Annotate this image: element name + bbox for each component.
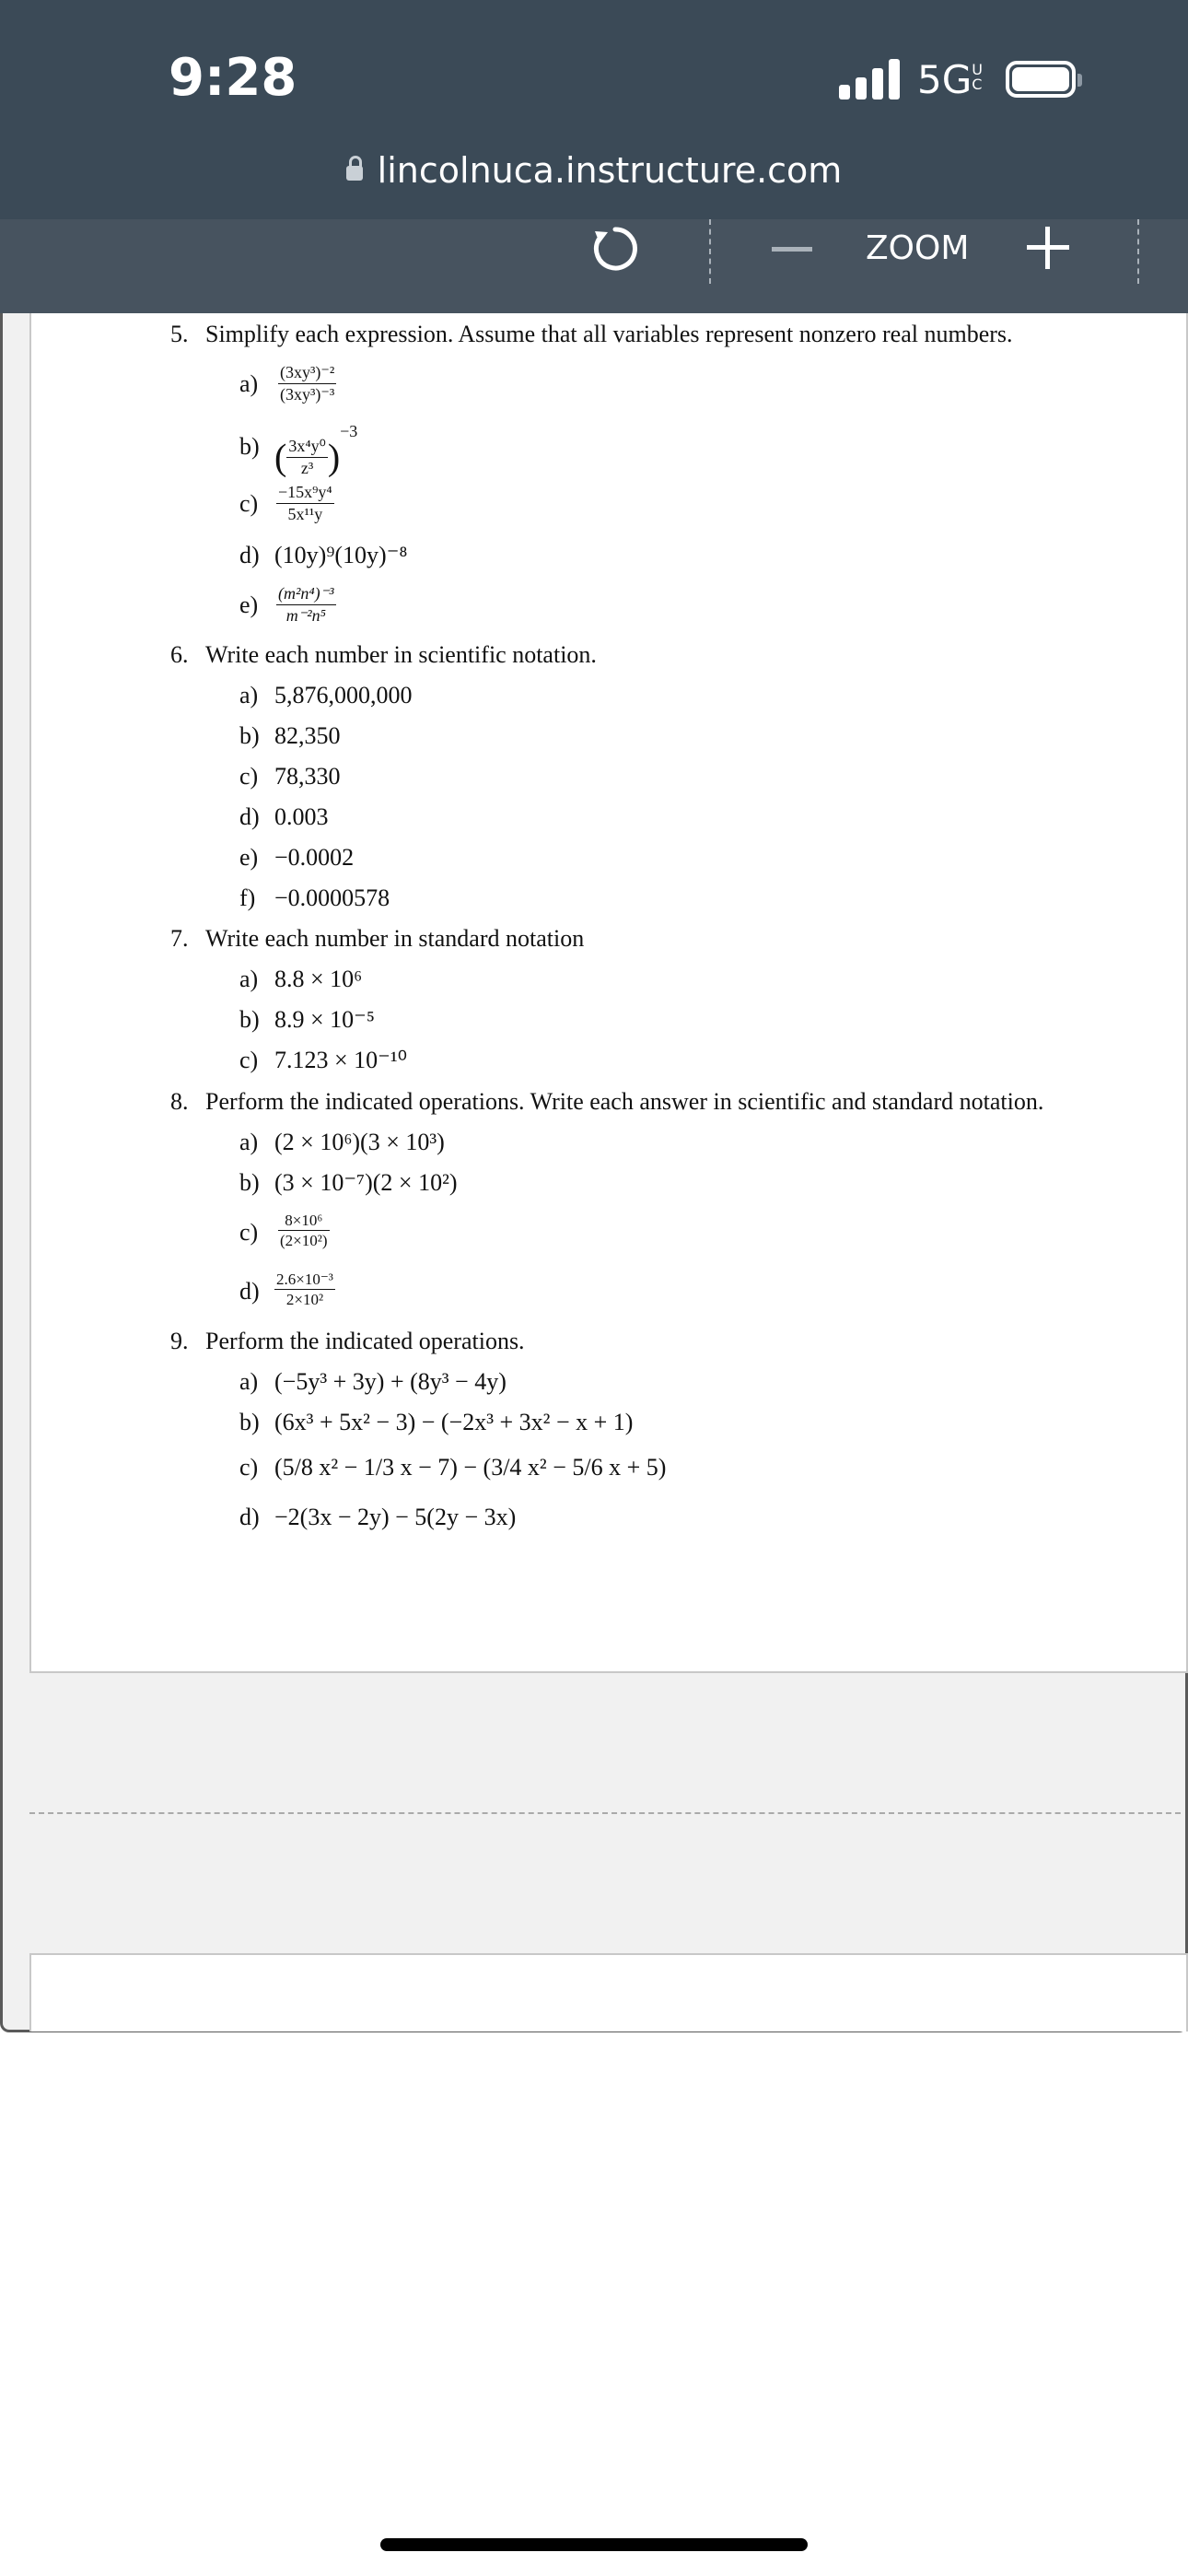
toolbar-separator bbox=[709, 219, 711, 284]
zoom-out-button[interactable] bbox=[772, 247, 812, 252]
page-break-line bbox=[29, 1812, 1181, 1814]
home-indicator[interactable] bbox=[380, 2538, 808, 2551]
toolbar-separator bbox=[1137, 219, 1139, 284]
address-bar[interactable] bbox=[0, 150, 1188, 191]
zoom-in-button[interactable] bbox=[1027, 227, 1069, 269]
battery-icon bbox=[1006, 61, 1076, 98]
rotate-icon[interactable] bbox=[587, 220, 644, 277]
zoom-label: ZOOM bbox=[866, 229, 970, 267]
url-text: lincolnuca.instructure.com bbox=[377, 150, 843, 191]
lock-icon bbox=[346, 166, 363, 181]
network-uc-badge: UC bbox=[972, 61, 983, 93]
document-page-next bbox=[29, 1953, 1188, 2032]
network-type: 5GUC bbox=[917, 57, 986, 102]
status-time: 9:28 bbox=[169, 48, 297, 108]
cellular-signal-icon bbox=[839, 59, 900, 100]
